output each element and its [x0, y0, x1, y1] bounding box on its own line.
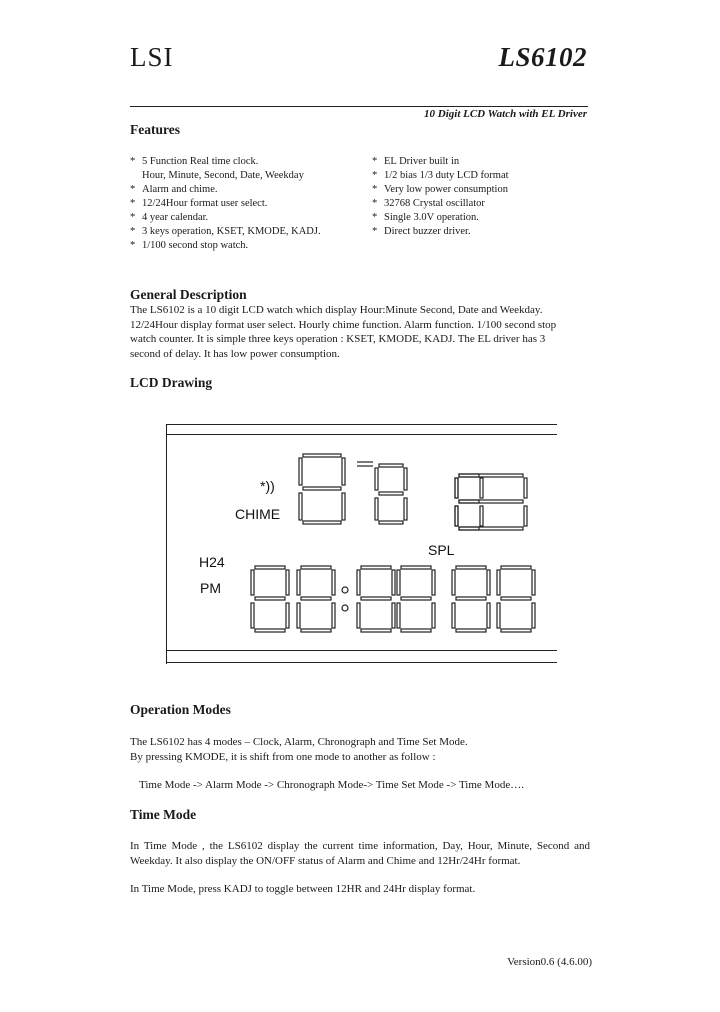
lcd-segment: [455, 506, 458, 526]
lcd-segment: [379, 464, 403, 467]
bullet-star: *: [372, 184, 378, 195]
lcd-segment: [524, 478, 527, 498]
lcd-segment: [361, 629, 391, 632]
feature-text: 1/2 bias 1/3 duty LCD format: [384, 170, 509, 181]
lcd-segment: [301, 629, 331, 632]
feature-item: [372, 211, 509, 225]
feature-text: 32768 Crystal oscillator: [384, 198, 485, 209]
lcd-segment: [299, 458, 302, 485]
bullet-star: *: [372, 156, 378, 167]
lcd-segment: [452, 570, 455, 595]
lcd-drawing: [166, 424, 557, 664]
lcd-segment: [401, 597, 431, 600]
lcd-segment: [392, 570, 395, 595]
lcd-segment: [459, 474, 479, 477]
feature-item: [130, 183, 321, 197]
general-line: second of delay. It has low power consumption.: [130, 347, 340, 360]
lcd-segment: [432, 570, 435, 595]
mode-flow: Time Mode -> Alarm Mode -> Chronograph Mode-> Time Set Mode -> Time Mode….: [139, 779, 524, 791]
lcd-segment: [297, 570, 300, 595]
bullet-star: *: [130, 240, 136, 251]
bullet-star: *: [372, 212, 378, 223]
colon-dot-top: [342, 587, 348, 593]
lcd-segment: [286, 570, 289, 595]
h24-label: H24: [199, 554, 225, 570]
lcd-segment: [501, 629, 531, 632]
lcd-segment: [392, 603, 395, 628]
bullet-star: *: [372, 198, 378, 209]
feature-item: [130, 197, 321, 211]
lcd-segment: [404, 468, 407, 490]
lcd-segment: [255, 566, 285, 569]
operation-modes-text: [130, 735, 590, 764]
feature-item: [130, 225, 321, 239]
lcd-segment: [379, 521, 403, 524]
feature-item: [130, 169, 321, 183]
lcd-segment: [456, 597, 486, 600]
bullet-star: *: [372, 226, 378, 237]
bullet-star: *: [130, 226, 136, 237]
chime-symbol: *)): [260, 478, 275, 494]
lcd-segment: [361, 566, 391, 569]
feature-item: [130, 239, 321, 253]
lcd-segment: [524, 506, 527, 526]
lcd-segment: [480, 506, 483, 526]
lcd-segment: [501, 566, 531, 569]
lcd-segment: [397, 603, 400, 628]
general-description-heading: General Description: [130, 287, 247, 302]
document-subtitle: 10 Digit LCD Watch with EL Driver: [424, 108, 587, 120]
feature-text: Alarm and chime.: [142, 184, 218, 195]
lcd-segment: [497, 603, 500, 628]
operation-modes-heading: Operation Modes: [130, 702, 231, 717]
features-list-left: [130, 155, 321, 253]
time-mode-paragraph-1: In Time Mode , the LS6102 display the current time information, Day, Hour, Minute, Second and Weekday. It also display the ON/OFF status of Alarm and Chime and 12Hr/24Hr format.: [130, 840, 590, 867]
lcd-segment: [404, 498, 407, 520]
feature-text: Very low power consumption: [384, 184, 508, 195]
part-number: LS6102: [498, 42, 587, 72]
lcd-segment: [286, 603, 289, 628]
lcd-segment: [455, 478, 458, 498]
feature-text: 4 year calendar.: [142, 212, 209, 223]
lcd-segment: [501, 597, 531, 600]
general-description-text: [130, 303, 590, 361]
lcd-segment: [332, 570, 335, 595]
feature-item: [372, 169, 509, 183]
lcd-segment: [361, 597, 391, 600]
lcd-segment: [251, 570, 254, 595]
lcd-segment: [375, 468, 378, 490]
feature-item: [372, 183, 509, 197]
lcd-segment: [255, 597, 285, 600]
lcd-segment: [497, 570, 500, 595]
lcd-segment: [397, 570, 400, 595]
feature-text: Direct buzzer driver.: [384, 226, 471, 237]
general-line: watch counter. It is simple three keys operation : KSET, KMODE, KADJ. The EL driver has 3: [130, 333, 546, 345]
feature-text: Single 3.0V operation.: [384, 212, 479, 223]
lcd-segment: [456, 566, 486, 569]
header-rule: [130, 106, 588, 107]
feature-text: 12/24Hour format user select.: [142, 198, 268, 209]
lcd-segment: [459, 500, 479, 503]
feature-item: [372, 155, 509, 169]
colon-dot-bottom: [342, 605, 348, 611]
feature-item: [372, 197, 509, 211]
bullet-star: *: [130, 212, 136, 223]
lcd-segment: [301, 566, 331, 569]
lcd-segment: [379, 492, 403, 495]
bullet-star: *: [372, 170, 378, 181]
bullet-star: *: [130, 198, 136, 209]
lcd-segment: [251, 603, 254, 628]
bullet-star: *: [130, 156, 136, 167]
feature-item: [372, 225, 509, 239]
feature-item: [130, 211, 321, 225]
operation-line: By pressing KMODE, it is shift from one mode to another as follow :: [130, 750, 436, 763]
spl-label: SPL: [428, 542, 455, 558]
operation-line: The LS6102 has 4 modes – Clock, Alarm, Chronograph and Time Set Mode.: [130, 736, 468, 748]
lcd-segment: [480, 478, 483, 498]
lcd-drawing-heading: LCD Drawing: [130, 375, 213, 390]
lcd-segment: [303, 487, 341, 490]
features-list-right: [372, 155, 509, 239]
lcd-segment: [375, 498, 378, 520]
lcd-segments: [167, 424, 557, 664]
chime-label: CHIME: [235, 506, 281, 522]
feature-text: EL Driver built in: [384, 156, 460, 167]
lcd-segment: [401, 629, 431, 632]
lcd-segment: [255, 629, 285, 632]
lcd-segment: [432, 603, 435, 628]
time-mode-paragraph-2: In Time Mode, press KADJ to toggle between 12HR and 24Hr display format.: [130, 883, 476, 895]
lcd-segment: [487, 603, 490, 628]
lcd-segment: [532, 570, 535, 595]
lcd-segment: [357, 603, 360, 628]
lcd-segment: [487, 570, 490, 595]
feature-text: 1/100 second stop watch.: [142, 240, 249, 251]
feature-text: Hour, Minute, Second, Date, Weekday: [142, 170, 304, 181]
time-mode-heading: Time Mode: [130, 807, 197, 822]
lcd-segment: [301, 597, 331, 600]
version-footer: Version0.6 (4.6.00): [507, 956, 592, 968]
lcd-segment: [357, 570, 360, 595]
general-line: The LS6102 is a 10 digit LCD watch which display Hour:Minute Second, Date and Weekday.: [130, 304, 543, 316]
pm-label: PM: [200, 580, 221, 596]
features-heading: Features: [130, 122, 180, 137]
company-logo-text: LSI: [130, 42, 174, 72]
lcd-segment: [459, 527, 479, 530]
lcd-segment: [532, 603, 535, 628]
lcd-segment: [297, 603, 300, 628]
lcd-segment: [342, 493, 345, 520]
lcd-segment: [299, 493, 302, 520]
lcd-segment: [303, 454, 341, 457]
lcd-segment: [401, 566, 431, 569]
feature-text: 5 Function Real time clock.: [142, 156, 259, 167]
lcd-segment: [452, 603, 455, 628]
lcd-segment: [332, 603, 335, 628]
general-line: 12/24Hour display format user select. Hourly chime function. Alarm function. 1/100 second stop: [130, 318, 557, 331]
bullet-star: *: [130, 184, 136, 195]
feature-text: 3 keys operation, KSET, KMODE, KADJ.: [142, 226, 321, 237]
seven-segment-digits: [251, 454, 535, 632]
lcd-segment: [303, 521, 341, 524]
feature-item: [130, 155, 321, 169]
lcd-segment: [456, 629, 486, 632]
lcd-segment: [342, 458, 345, 485]
